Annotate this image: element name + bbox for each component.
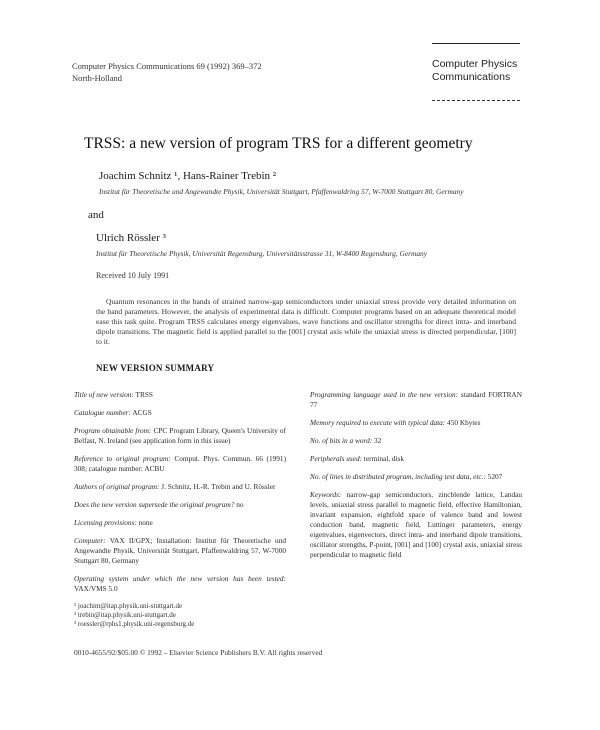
footnote-3: ³ roessler@rphs1.physik.uni-regensburg.de [74,620,195,628]
entry-value: 450 Kbytes [445,418,481,427]
entry-label: Operating system under which the new version has been tested: [74,574,286,583]
entry-value: 5207 [485,472,503,481]
footnote-1: ¹ joachim@itap.physik.uni-stuttgart.de [74,602,183,610]
entry-value: VAX/VMS 5.0 [74,584,118,593]
entry-label: No. of lines in distributed program, including test data, etc.: [310,472,486,481]
journal-name-line2: Communications [432,70,511,83]
summary-entry [74,408,286,418]
abstract: Quantum resonances in the bands of strained narrow-gap semiconductors under uniaxial stress provide very detailed information on the band parameters. However, the analysis of experimental data is difficult. Computer programs based on an adequate theoretical model ease this task quite. Program TRSS calculates energy eigenvalues, wave functions and oscillator strengths for direct intra- and interband dipole transitions. The magnetic field is applied parallel to the [001] crystal axis while the uniaxial stress is directed perpendicular, [100] to it. [96,297,516,346]
received-date: Received 10 July 1991 [96,271,170,280]
publisher-text: North-Holland [72,73,123,83]
author-block-2 [96,232,427,258]
entry-label: Keywords: [310,490,342,499]
entry-value: narrow-gap semiconductors, zincblende lattice, Landau levels, uniaxial stress parallel to magnetic field, effective Hamiltonian, invariant expansion, eightfold space of valence band and lowest conduction band, magnetic field, Luttinger parameters, energy eigenvalues, eigenvectors, direct intra- and interband dipole transitions, oscillator strengths, P-point, [001] and [100] crystal axis, uniaxial stress perpendicular to magnetic field [310,490,522,559]
entry-label: Program obtainable from: [74,426,152,435]
authors-line-1: Joachim Schnitz ¹, Hans-Rainer Trebin ² [99,170,277,182]
journal-citation [72,60,292,84]
summary-heading: NEW VERSION SUMMARY [96,363,215,373]
copyright-footer: 0010-4655/92/$05.00 © 1992 – Elsevier Science Publishers B.V. All rights reserved [74,648,323,657]
entry-label: Peripherals used: [310,454,363,463]
authors-line-2: Ulrich Rössler ³ [96,232,166,244]
header-rule-top [432,43,520,44]
summary-entry [310,436,522,446]
entry-value: CPC Program Library, Queen's University of Belfast, N. Ireland (see application form in this issue) [74,426,286,445]
entry-value: Comput. Phys. Commun. 66 (1991) 308; catalogue number: ACBU [74,454,287,473]
footnote-2: ² trebin@itap.physik.uni-stuttgart.de [74,611,176,619]
entry-label: Title of new version: [74,390,134,399]
summary-entry [74,454,286,474]
journal-logo [432,58,522,83]
entry-value: TRSS [133,390,153,399]
entry-value: 32 [372,436,382,445]
summary-entry [74,426,286,446]
entry-label: Catalogue number: [74,408,131,417]
entry-value: none [136,518,153,527]
entry-value: no [234,500,244,509]
summary-entry [310,418,522,428]
summary-entry [74,482,286,492]
summary-entry [74,390,286,400]
entry-label: Licensing provisions: [74,518,137,527]
entry-label: Memory required to execute with typical data: [310,418,446,427]
paper-title: TRSS: a new version of program TRS for a different geometry [84,135,473,152]
affiliation-2: Institut für Theoretische Physik, Universität Regensburg, Universitätsstrasse 31, W-8400 Regensburg, Germany [96,249,428,258]
journal-name-line1: Computer Physics [432,58,518,70]
entry-value: J. Schnitz, H.-R. Trebin and U. Rössler [159,482,276,491]
summary-entry [74,500,286,510]
summary-entry [310,472,522,482]
entry-label: Reference to original program: [74,454,171,463]
entry-label: No. of bits in a word: [310,436,373,445]
entry-label: Computer: [74,536,106,545]
citation-text: Computer Physics Communications 69 (1992) 369–372 [72,61,262,71]
summary-entry [74,574,286,594]
footnotes [74,602,286,629]
entry-value: terminal, disk [362,454,405,463]
summary-left-column [74,390,286,629]
and-connector: and [88,209,104,221]
entry-value: standard FORTRAN 77 [310,390,522,409]
entry-label: Does the new version supersede the original program? [74,500,235,509]
summary-entry [310,390,522,410]
summary-right-column [310,390,522,568]
author-block-1 [99,170,464,196]
summary-entry [74,518,286,528]
entry-value: VAX II/GPX; Installation: Institut für Theoretische und Angewandte Physik, Universität Stuttgart, Pfaffenwaldring 57, W-7000 Stuttgart 80, Germany [74,536,286,565]
summary-entry [74,536,286,566]
entry-value: ACGS [130,408,152,417]
summary-entry [310,490,522,560]
affiliation-1: Institut für Theoretische und Angewandte Physik, Universität Stuttgart, Pfaffenwaldring 57, W-7000 Stuttgart 80, Germany [99,187,464,196]
summary-entry [310,454,522,464]
entry-label: Authors of original program: [74,482,160,491]
header-rule-bottom [432,100,520,101]
entry-label: Programming language used in the new version: [310,390,459,399]
